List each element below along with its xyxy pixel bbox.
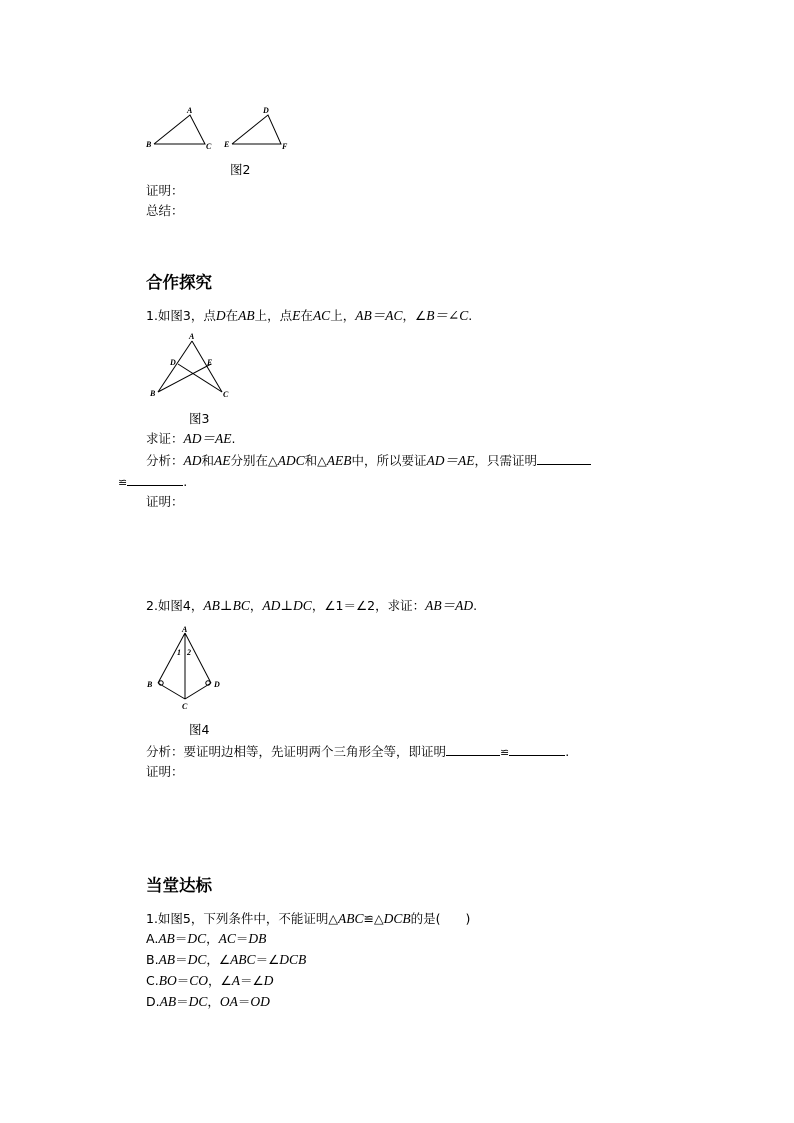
fig2-label-c: C <box>206 142 212 151</box>
option-c[interactable]: C.BO＝CO，∠A＝∠D <box>146 973 274 988</box>
coop-q2-proof-label: 证明： <box>146 764 184 779</box>
fig3-label-e: E <box>207 358 213 367</box>
coop-q2-text: 2.如图4，AB⊥BC，AD⊥DC，∠1＝∠2，求证：AB＝AD. <box>146 598 478 613</box>
fig3-label-b: B <box>150 389 156 398</box>
figure-4-caption: 图4 <box>189 722 210 737</box>
answer-blank-4[interactable] <box>509 743 565 756</box>
fig4-angle-2: 2 <box>187 648 191 657</box>
figure-3 <box>140 328 240 404</box>
coop-q1-proof-label: 证明： <box>146 494 184 509</box>
fig3-label-d: D <box>170 358 176 367</box>
fig4-label-a: A <box>182 625 188 634</box>
fig2-label-d: D <box>263 106 269 115</box>
intro-proof-label: 证明： <box>146 183 184 198</box>
fig4-angle-1: 1 <box>177 648 181 657</box>
fig2-label-e: E <box>224 140 230 149</box>
figure-3-caption: 图3 <box>189 411 210 426</box>
fig3-label-c: C <box>223 390 229 399</box>
fig4-label-b: B <box>147 680 153 689</box>
coop-q1-prove: 求证：AD＝AE. <box>146 431 236 446</box>
option-b[interactable]: B.AB＝DC，∠ABC＝∠DCB <box>146 952 307 967</box>
triangle-def <box>232 115 281 144</box>
answer-blank-2[interactable] <box>127 473 183 486</box>
practice-heading: 当堂达标 <box>146 876 212 895</box>
coop-q1-analysis: 分析：AD和AE分别在△ADC和△AEB中，所以要证AD＝AE，只需证明 <box>146 452 591 469</box>
triangle-abc <box>154 115 205 144</box>
figure-2-caption: 图2 <box>230 162 251 177</box>
coop-q1-text: 1.如图3，点D在AB上，点E在AC上，AB＝AC，∠B＝∠C. <box>146 308 473 323</box>
fig2-label-a: A <box>187 106 193 115</box>
fig2-label-f: F <box>282 142 288 151</box>
practice-q1-text: 1.如图5，下列条件中，不能证明△ABC≌△DCB的是( ) <box>146 911 471 926</box>
figure-2-triangles <box>140 100 300 156</box>
answer-blank-3[interactable] <box>446 743 500 756</box>
coop-q1-analysis-cont: ≌ . <box>118 474 188 489</box>
figure-4 <box>140 620 230 715</box>
fig2-label-b: B <box>146 140 152 149</box>
coop-q2-analysis: 分析：要证明边相等，先证明两个三角形全等，即证明 ≌ . <box>146 744 570 759</box>
answer-blank-1[interactable] <box>537 452 591 465</box>
fig4-label-c: C <box>182 702 188 711</box>
option-d[interactable]: D.AB＝DC，OA＝OD <box>146 994 270 1009</box>
option-a[interactable]: A.AB＝DC，AC＝DB <box>146 931 267 946</box>
coop-heading: 合作探究 <box>146 273 212 292</box>
fig4-label-d: D <box>214 680 220 689</box>
intro-summary-label: 总结： <box>146 203 184 218</box>
fig3-label-a: A <box>189 332 195 341</box>
